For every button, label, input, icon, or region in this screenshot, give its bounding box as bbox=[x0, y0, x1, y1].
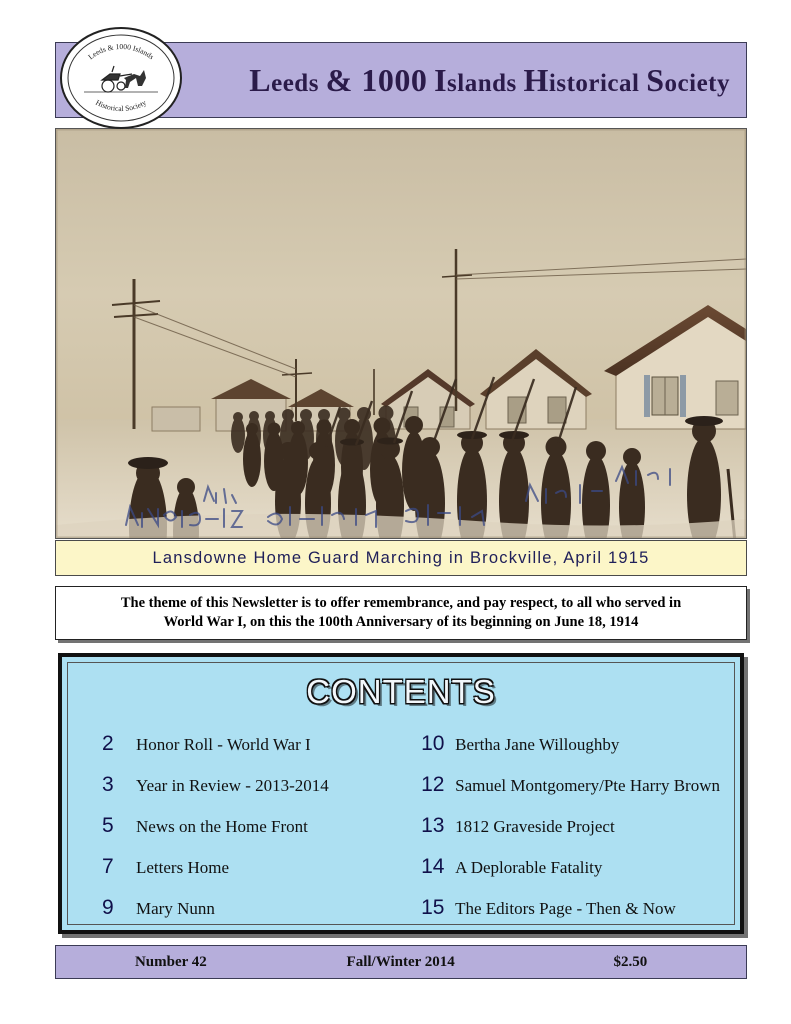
toc-page-number: 9 bbox=[102, 896, 114, 919]
list-item[interactable] bbox=[102, 732, 381, 756]
list-item[interactable] bbox=[102, 855, 381, 879]
toc-page-number: 2 bbox=[102, 732, 114, 755]
toc-page-number: 7 bbox=[102, 855, 114, 878]
contents-left-column bbox=[82, 732, 381, 937]
toc-entry-label: Samuel Montgomery/Pte Harry Brown bbox=[455, 776, 720, 795]
toc-entry-label: Honor Roll - World War I bbox=[136, 735, 311, 754]
toc-entry-label: Mary Nunn bbox=[136, 899, 215, 918]
list-item[interactable] bbox=[102, 773, 381, 797]
list-item[interactable] bbox=[421, 896, 720, 920]
toc-entry-label: The Editors Page - Then & Now bbox=[455, 899, 676, 918]
toc-page-number: 12 bbox=[421, 773, 445, 796]
theme-statement-box bbox=[55, 586, 747, 640]
toc-page-number: 10 bbox=[421, 732, 445, 755]
issue-price: $2.50 bbox=[613, 953, 648, 970]
toc-entry-label: Year in Review - 2013-2014 bbox=[136, 776, 329, 795]
svg-text:Leeds & 1000 Islands: Leeds & 1000 Islands bbox=[86, 41, 156, 62]
svg-text:Historical Society: Historical Society bbox=[94, 97, 148, 114]
issue-number: Number 42 bbox=[134, 953, 207, 970]
toc-page-number: 5 bbox=[102, 814, 114, 837]
list-item[interactable] bbox=[421, 773, 720, 797]
contents-panel bbox=[58, 653, 744, 934]
toc-entry-label: News on the Home Front bbox=[136, 817, 308, 836]
toc-entry-label: A Deplorable Fatality bbox=[455, 858, 603, 877]
list-item[interactable] bbox=[102, 814, 381, 838]
toc-entry-label: Letters Home bbox=[136, 858, 229, 877]
cover-photograph bbox=[55, 128, 747, 539]
list-item[interactable] bbox=[421, 814, 720, 838]
footer-band bbox=[55, 945, 747, 979]
photo-caption-bar bbox=[55, 540, 747, 576]
list-item[interactable] bbox=[421, 855, 720, 879]
photo-caption-text: Lansdowne Home Guard Marching in Brockville, April 1915 bbox=[152, 548, 650, 567]
list-item[interactable] bbox=[421, 732, 720, 756]
masthead-title: Leeds & 1000 Islands Historical Society bbox=[249, 61, 730, 98]
toc-entry-label: 1812 Graveside Project bbox=[455, 817, 615, 836]
toc-page-number: 13 bbox=[421, 814, 445, 837]
toc-page-number: 14 bbox=[421, 855, 445, 878]
issue-season: Fall/Winter 2014 bbox=[346, 953, 455, 970]
toc-entry-label: Bertha Jane Willoughby bbox=[455, 735, 620, 754]
toc-page-number: 3 bbox=[102, 773, 114, 796]
contents-right-column bbox=[395, 732, 720, 937]
list-item[interactable] bbox=[102, 896, 381, 920]
theme-line-2: World War I, on this the 100th Anniversary of its beginning on June 18, 1914 bbox=[163, 614, 639, 630]
contents-title: CONTENTS bbox=[306, 673, 496, 710]
theme-line-1: The theme of this Newsletter is to offer remembrance, and pay respect, to all who served in bbox=[120, 595, 682, 611]
society-seal-logo bbox=[58, 26, 184, 130]
toc-page-number: 15 bbox=[421, 896, 445, 919]
